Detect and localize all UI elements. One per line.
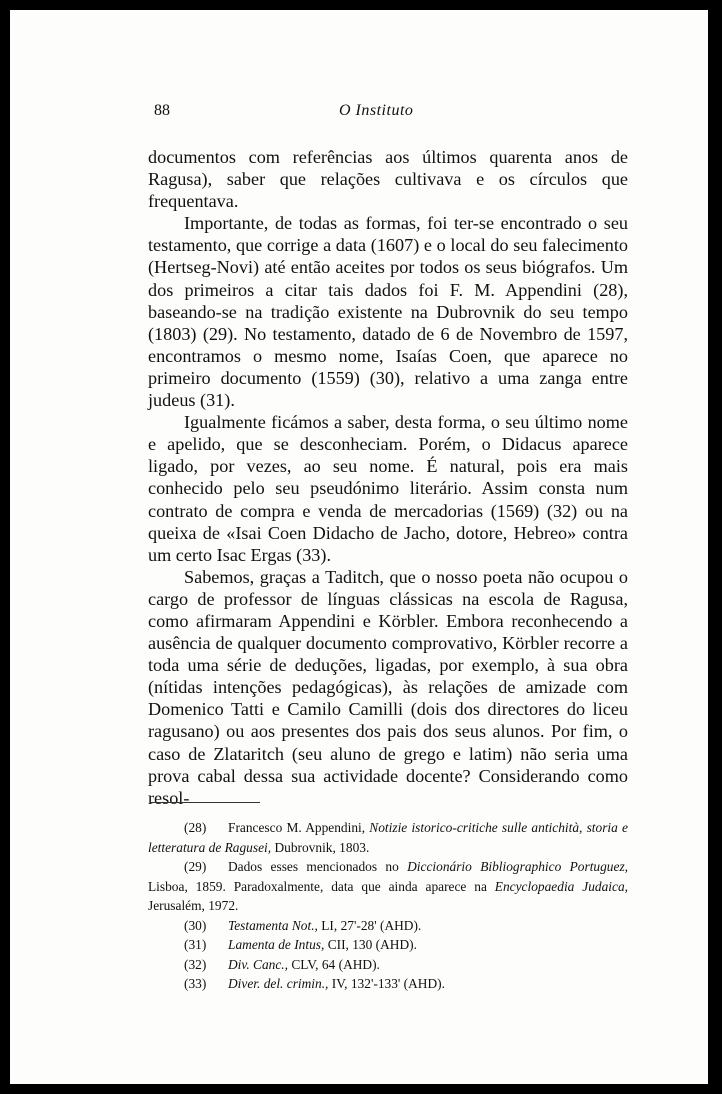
footnote-text: Lisboa, 1859. Paradoxalmente, data que ainda aparece na <box>148 878 495 894</box>
footnote-title: Diver. del. crimin., <box>228 976 329 991</box>
page-header <box>154 102 634 124</box>
paragraph-3: Igualmente ficámos a saber, desta forma, o seu último nome e apelido, que se desconheciam. Porém, o Didacus aparece ligado, por vezes, ao seu nome. É natural, pois era mais conhecido pelo seu pseudónimo literário. Assim consta num contrato de compra e venda de mercadorias (1569) (32) ou na queixa de «Isai Coen Didacho de Jacho, dotore, Hebreo» contra um certo Isac Ergas (33). <box>148 412 628 565</box>
footnote-32 <box>148 955 628 975</box>
paragraph-1: documentos com referências aos últimos quarenta anos de Ragusa), saber que relações cultivava e os círculos que frequentava. <box>148 147 628 212</box>
footnote-31 <box>148 935 628 955</box>
running-title: O Instituto <box>339 102 414 119</box>
footnote-text: Francesco M. Appendini, <box>228 820 370 835</box>
page <box>10 10 708 1084</box>
footnote-33 <box>148 974 628 994</box>
footnote-number: (29) <box>184 859 207 874</box>
footnote-28 <box>148 818 628 857</box>
paragraph-2: Importante, de todas as formas, foi ter-se encontrado o seu testamento, que corrige a data (1607) e o local do seu falecimento (Hertseg-Novi) até então aceites por todos os seus biógrafos. Um dos primeiros a citar tais dados foi F. M. Appendini (28), baseando-se na tradição existente na Dubrovnik do seu tempo (1803) (29). No testamento, datado de 6 de Novembro de 1597, encontramos o mesmo nome, Isaías Coen, que aparece no primeiro documento (1559) (30), relativo a uma zanga entre judeus (31). <box>148 213 628 411</box>
footnote-text: IV, 132'-133' (AHD). <box>328 976 445 991</box>
footnote-29 <box>148 857 628 916</box>
footnotes <box>148 818 628 994</box>
footnote-30 <box>148 916 628 936</box>
footnote-title: Div. Canc., <box>228 956 288 972</box>
footnote-title: Notizie istorico-critiche sulle antichità, storia e letteratura de Ragusei, <box>148 820 628 855</box>
footnote-text: CII, 130 (AHD). <box>324 937 417 952</box>
footnote-title: Encyclopaedia Judaica, <box>494 878 628 894</box>
footnote-number: (30) <box>184 917 207 933</box>
footnote-text: Dubrovnik, 1803. <box>271 839 370 855</box>
footnote-number: (31) <box>184 937 207 952</box>
footnote-text: CLV, 64 (AHD). <box>288 956 380 972</box>
body-text <box>148 146 628 809</box>
footnote-number: (33) <box>184 976 207 991</box>
footnote-text: Jerusalém, 1972. <box>148 898 239 913</box>
footnote-divider <box>150 802 260 803</box>
footnote-text: LI, 27'-28' (AHD). <box>317 917 422 933</box>
footnote-text: Dados esses mencionados no <box>228 859 408 874</box>
footnote-title: Lamenta de Intus, <box>228 937 325 952</box>
footnote-title: Testamenta Not., <box>228 917 318 933</box>
footnote-number: (32) <box>184 956 207 972</box>
page-number: 88 <box>154 102 170 119</box>
footnote-number: (28) <box>184 820 207 835</box>
footnote-title: Diccionário Bibliographico Portuguez, <box>407 859 629 874</box>
paragraph-4: Sabemos, graças a Taditch, que o nosso poeta não ocupou o cargo de professor de línguas clássicas na escola de Ragusa, como afirmaram Appendini e Körbler. Embora reconhecendo a ausência de qualquer documento comprovativo, Körbler recorre a toda uma série de deduções, ligadas, por exemplo, à sua obra (nítidas intenções pedagógicas), às relações de amizade com Domenico Tatti e Camilo Camilli (dois dos directores do liceu ragusano) ou aos presentes dos pais dos seus alunos. Por fim, o caso de Zlataritch (seu aluno de grego e latim) não seria uma prova cabal dessa sua actividade docente? Considerando como resol- <box>148 566 628 808</box>
